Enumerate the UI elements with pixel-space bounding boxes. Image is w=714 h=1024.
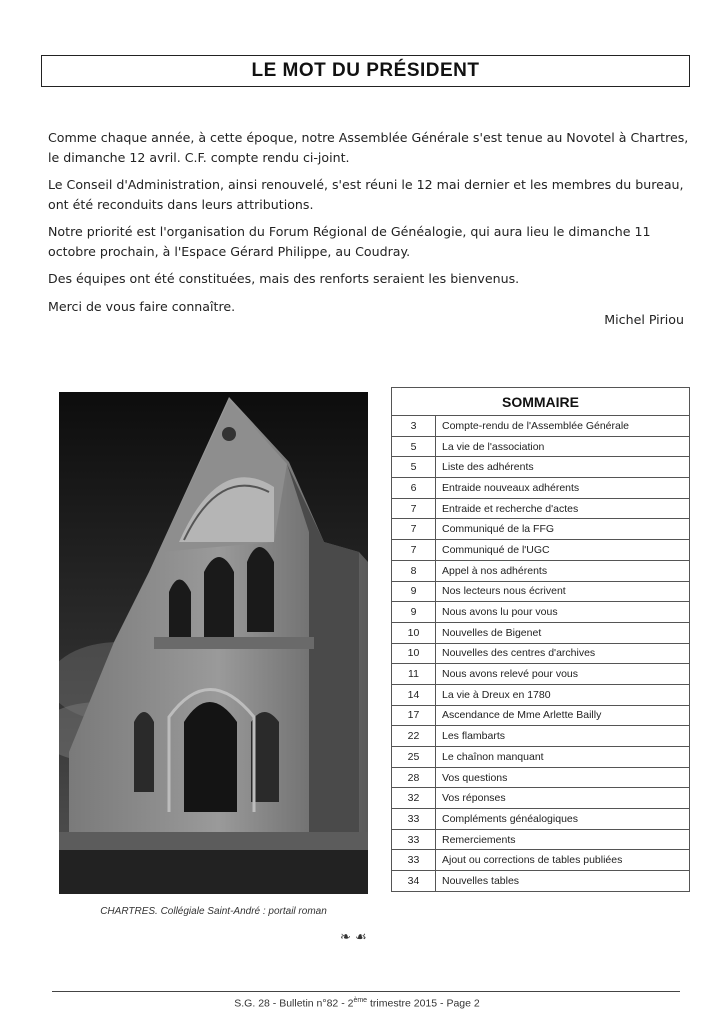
toc-page: 7 [392, 540, 436, 561]
toc-entry: Entraide et recherche d'actes [436, 498, 690, 519]
photo-caption: CHARTRES. Collégiale Saint-André : portail roman [100, 906, 327, 917]
footer-text-pre: S.G. 28 - Bulletin n°82 - 2 [234, 997, 354, 1010]
toc-entry: Ajout ou corrections de tables publiées [436, 850, 690, 871]
toc-page: 5 [392, 436, 436, 457]
letter-paragraph: Merci de vous faire connaître. [48, 298, 236, 314]
toc-page: 10 [392, 643, 436, 664]
toc-page: 3 [392, 416, 436, 437]
toc-entry: Nous avons relevé pour vous [436, 664, 690, 685]
toc-entry: Compléments généalogiques [436, 809, 690, 830]
toc-page: 33 [392, 829, 436, 850]
toc-entry: Nouvelles des centres d'archives [436, 643, 690, 664]
toc-entry: Communiqué de la FFG [436, 519, 690, 540]
toc-row [392, 436, 690, 457]
page-footer [0, 997, 714, 1010]
sommaire-table [391, 387, 690, 892]
toc-page: 8 [392, 560, 436, 581]
footer-divider [52, 991, 680, 992]
toc-page: 17 [392, 705, 436, 726]
toc-row [392, 767, 690, 788]
toc-row [392, 622, 690, 643]
sommaire-title: SOMMAIRE [392, 388, 690, 416]
toc-row [392, 829, 690, 850]
toc-page: 22 [392, 726, 436, 747]
toc-row [392, 809, 690, 830]
toc-entry: Entraide nouveaux adhérents [436, 478, 690, 499]
toc-page: 33 [392, 809, 436, 830]
toc-row [392, 747, 690, 768]
toc-page: 6 [392, 478, 436, 499]
toc-page: 10 [392, 622, 436, 643]
toc-row [392, 643, 690, 664]
toc-row [392, 788, 690, 809]
toc-entry: Le chaînon manquant [436, 747, 690, 768]
page-title: LE MOT DU PRÉSIDENT [251, 60, 480, 81]
toc-page: 34 [392, 871, 436, 892]
toc-page: 9 [392, 602, 436, 623]
toc-row [392, 602, 690, 623]
toc-page: 28 [392, 767, 436, 788]
toc-page: 11 [392, 664, 436, 685]
president-letter [48, 128, 690, 324]
toc-page: 5 [392, 457, 436, 478]
toc-page: 7 [392, 498, 436, 519]
letter-paragraph: Comme chaque année, à cette époque, notre Assemblée Générale s'est tenue au Novotel à Chartres, le dimanche 12 avril. C.F. compte rendu ci-joint. [48, 130, 689, 165]
toc-page: 7 [392, 519, 436, 540]
toc-page: 25 [392, 747, 436, 768]
toc-entry: Appel à nos adhérents [436, 560, 690, 581]
church-photo-illustration [59, 392, 368, 894]
toc-entry: Remerciements [436, 829, 690, 850]
toc-entry: Vos questions [436, 767, 690, 788]
toc-row [392, 519, 690, 540]
toc-entry: Nos lecteurs nous écrivent [436, 581, 690, 602]
letter-paragraph: Des équipes ont été constituées, mais des renforts seraient les bienvenus. [48, 271, 520, 286]
toc-row [392, 540, 690, 561]
toc-page: 9 [392, 581, 436, 602]
toc-entry: Nouvelles tables [436, 871, 690, 892]
toc-row [392, 457, 690, 478]
toc-row [392, 498, 690, 519]
toc-page: 14 [392, 684, 436, 705]
page-title-box [41, 55, 690, 87]
letter-paragraph: Notre priorité est l'organisation du Forum Régional de Généalogie, qui aura lieu le dimanche 11 octobre prochain, à l'Espace Gérard Philippe, au Coudray. [48, 224, 651, 259]
toc-row [392, 478, 690, 499]
toc-row [392, 560, 690, 581]
toc-entry: Liste des adhérents [436, 457, 690, 478]
toc-entry: La vie à Dreux en 1780 [436, 684, 690, 705]
toc-row [392, 581, 690, 602]
toc-row [392, 416, 690, 437]
toc-row [392, 871, 690, 892]
letter-paragraph: Le Conseil d'Administration, ainsi renouvelé, s'est réuni le 12 mai dernier et les membres du bureau, ont été reconduits dans leurs attributions. [48, 177, 684, 212]
toc-row [392, 705, 690, 726]
toc-entry: Nouvelles de Bigenet [436, 622, 690, 643]
toc-entry: Ascendance de Mme Arlette Bailly [436, 705, 690, 726]
toc-row [392, 726, 690, 747]
toc-row [392, 850, 690, 871]
toc-page: 33 [392, 850, 436, 871]
toc-entry: La vie de l'association [436, 436, 690, 457]
ornament-divider: ❧ ☙ [340, 930, 367, 945]
footer-text-sup: ème [353, 997, 368, 1004]
toc-row [392, 684, 690, 705]
church-photo [59, 392, 368, 894]
toc-entry: Compte-rendu de l'Assemblée Générale [436, 416, 690, 437]
toc-entry: Communiqué de l'UGC [436, 540, 690, 561]
toc-row [392, 664, 690, 685]
toc-entry: Les flambarts [436, 726, 690, 747]
letter-signature: Michel Piriou [604, 312, 684, 327]
toc-entry: Vos réponses [436, 788, 690, 809]
footer-text-post: trimestre 2015 - Page 2 [367, 997, 480, 1010]
toc-entry: Nous avons lu pour vous [436, 602, 690, 623]
toc-page: 32 [392, 788, 436, 809]
